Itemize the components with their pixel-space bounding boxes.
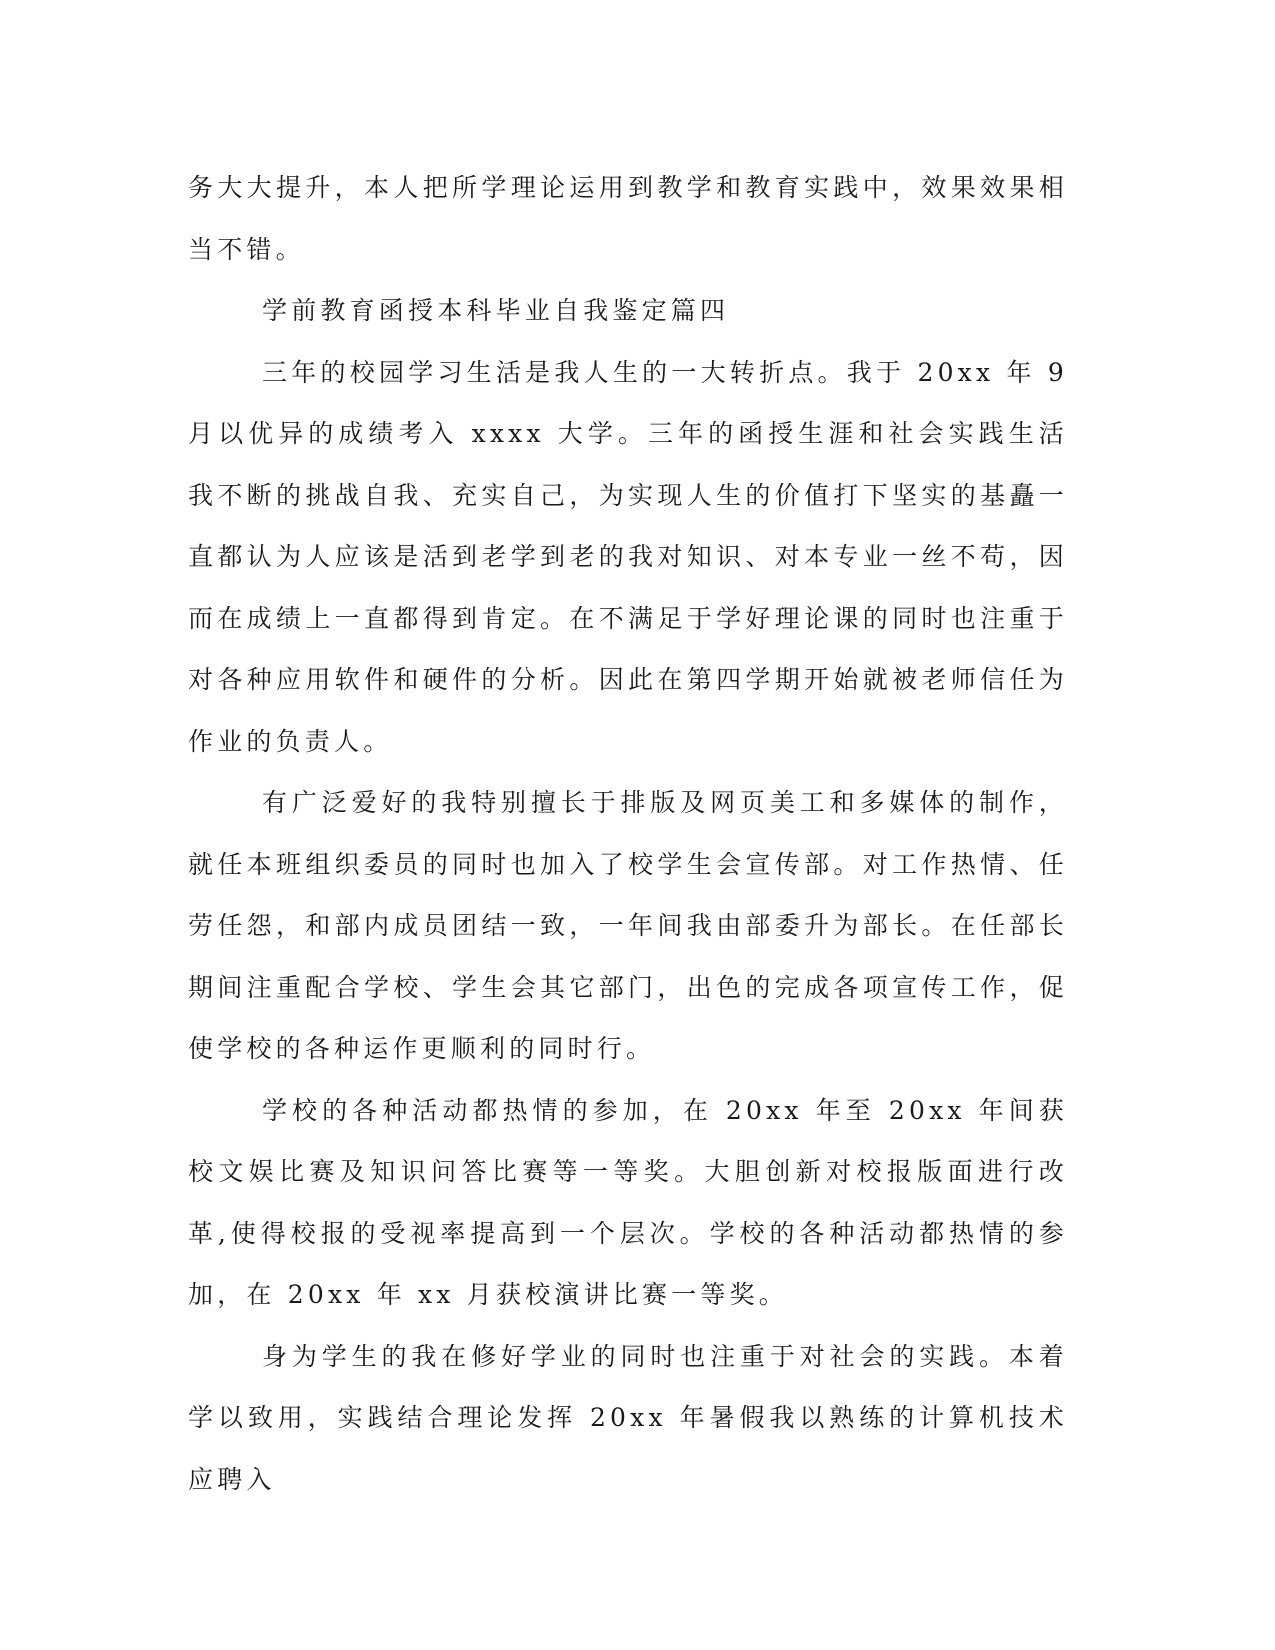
document-body (188, 157, 1068, 1510)
paragraph: 身为学生的我在修好学业的同时也注重于对社会的实践。本着学以致用，实践结合理论发挥 20xx 年暑假我以熟练的计算机技术应聘入 (188, 1341, 1068, 1494)
paragraph: 学校的各种活动都热情的参加，在 20xx 年至 20xx 年间获校文娱比赛及知识问答比赛等一等奖。大胆创新对校报版面进行改革,使得校报的受视率提高到一个层次。学校的各种活动都热情的参加，在 20xx 年 xx 月获校演讲比赛一等奖。 (188, 1095, 1068, 1309)
paragraph: 有广泛爱好的我特别擅长于排版及网页美工和多媒体的制作，就任本班组织委员的同时也加入了校学生会宣传部。对工作热情、任劳任怨，和部内成员团结一致，一年间我由部委升为部长。在任部长期间注重配合学校、学生会其它部门，出色的完成各项宣传工作，促使学校的各种运作更顺利的同时行。 (188, 788, 1068, 1063)
paragraph-continuation: 务大大提升，本人把所学理论运用到教学和教育实践中，效果效果相当不错。 (188, 173, 1068, 264)
section-heading: 学前教育函授本科毕业自我鉴定篇四 (262, 296, 730, 325)
paragraph: 三年的校园学习生活是我人生的一大转折点。我于 20xx 年 9 月以优异的成绩考入 xxxx 大学。三年的函授生涯和社会实践生活我不断的挑战自我、充实自己，为实现人生的价值打下坚实的基矗一直都认为人应该是活到老学到老的我对知识、对本专业一丝不苟，因而在成绩上一直都得到肯定。在不满足于学好理论课的同时也注重于对各种应用软件和硬件的分析。因此在第四学期开始就被老师信任为作业的负责人。 (188, 357, 1068, 756)
